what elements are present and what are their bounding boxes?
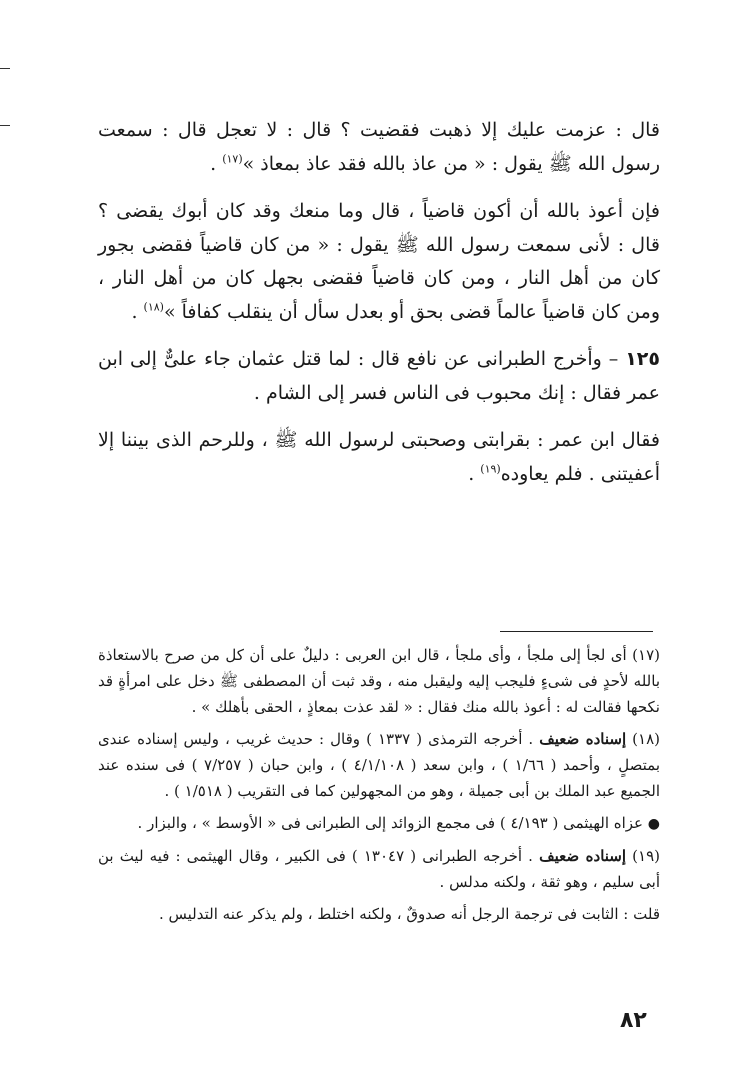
margin-tick — [0, 68, 10, 69]
footnote-18-note: ● عزاه الهيثمى ( ٤/١٩٣ ) فى مجمع الزوائد إلى الطبرانى فى « الأوسط » ، والبزار . — [137, 814, 660, 832]
paragraph-4: فقال ابن عمر : بقرابتى وصحبتى لرسول الله ﷺ ، وللرحم الذى بيننا إلا أعفيتنى . فلم يعاوده$^{(١٩)}$ . — [98, 429, 660, 485]
hadith-number: ١٢٥ — [625, 348, 660, 370]
footnote-17: (١٧) أى لجأ إلى ملجأ ، وأى ملجأ ، قال ابن العربى : دليلٌ على أن كل من صرح بالاستعاذة بالله لأحدٍ فى شىءٍ فليجب إليه وليقبل منه ، وقد ثبت أن المصطفى ﷺ دخل على امرأةٍ قد نكحها فقالت له : أعوذ بالله منك فقال : « لقد عذت بمعاذٍ ، الحقى بأهلك » . — [98, 646, 660, 716]
footnote-ref-18[interactable]: (١٨) — [143, 300, 164, 314]
footnote-separator — [500, 631, 653, 632]
footnote-ref-17[interactable]: (١٧) — [222, 152, 243, 166]
bullet-icon: ● — [647, 816, 660, 832]
footnote-ref-19[interactable]: (١٩) — [480, 462, 501, 476]
paragraph-2: فإن أعوذ بالله أن أكون قاضياً ، قال وما منعك وقد كان أبوك يقضى ؟ قال : لأنى سمعت رسول الله ﷺ يقول : « من كان قاضياً فقضى بجور كان من أهل النار ، ومن كان قاضياً فقضى بجهل كان من أهل النار ، ومن كان قاضياً عالماً قضى بحق أو بعدل سأل أن ينقلب كفافاً »$^{(١٨)}$ . — [98, 200, 660, 323]
margin-tick — [0, 125, 10, 126]
main-text — [98, 114, 660, 505]
paragraph-1: قال : عزمت عليك إلا ذهبت فقضيت ؟ قال : لا تعجل قال : سمعت رسول الله ﷺ يقول : « من عاذ بالله فقد عاذ بمعاذ »$^{(١٧)}$ . — [98, 119, 660, 175]
page-number: ٨٢ — [620, 1008, 647, 1033]
paragraph-3: ١٢٥ – وأخرج الطبرانى عن نافع قال : لما قتل عثمان جاء علىٌّ إلى ابن عمر فقال : إنك محبوب فى الناس فسر إلى الشام . — [98, 348, 660, 404]
footnote-19-note: قلت : الثابت فى ترجمة الرجل أنه صدوقٌ ، ولكنه اختلط ، ولم يذكر عنه التدليس . — [158, 905, 660, 923]
footnote-18: (١٨) إسناده ضعيف . أخرجه الترمذى ( ١٣٣٧ ) وقال : حديث غريب ، وليس إسناده عندى بمتصلٍ ، وأحمد ( ١/٦٦ ) ، وابن سعد ( ٤/١/١٠٨ ) ، وابن حبان ( ٧/٢٥٧ ) فى سنده عند الجميع عبد الملك بن أبى جميلة ، وهو من المجهولين كما فى التقريب ( ١/٥١٨ ) . — [98, 730, 661, 800]
footnote-19: (١٩) إسناده ضعيف . أخرجه الطبرانى ( ١٣٠٤٧ ) فى الكبير ، وقال الهيثمى : فيه ليث بن أبى سليم ، وهو ثقة ، ولكنه مدلس . — [98, 847, 660, 891]
footnotes — [98, 642, 660, 933]
